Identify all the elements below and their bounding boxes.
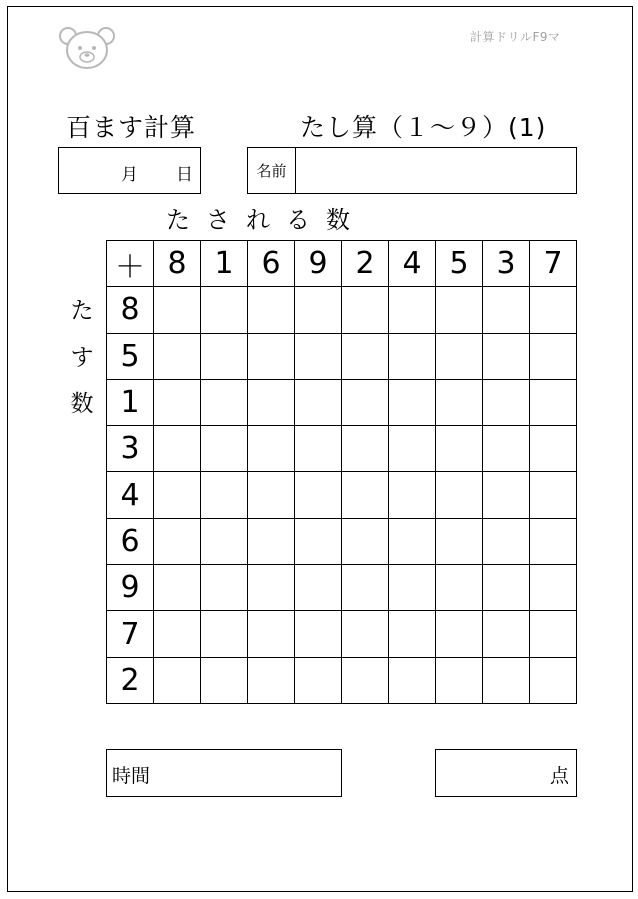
answer-cell[interactable] <box>389 565 436 611</box>
answer-cell[interactable] <box>530 472 577 518</box>
answer-cell[interactable] <box>530 519 577 565</box>
answer-cell[interactable] <box>201 334 248 380</box>
answer-cell[interactable] <box>295 380 342 426</box>
augend-number-cell: 8 <box>154 241 201 287</box>
augend-number-cell: 1 <box>201 241 248 287</box>
answer-cell[interactable] <box>530 565 577 611</box>
answer-cell[interactable] <box>389 472 436 518</box>
addend-number-cell: 6 <box>107 519 154 565</box>
answer-cell[interactable] <box>201 611 248 657</box>
answer-cell[interactable] <box>530 658 577 704</box>
answer-cell[interactable] <box>154 519 201 565</box>
answer-cell[interactable] <box>436 472 483 518</box>
answer-cell[interactable] <box>248 519 295 565</box>
answer-cell[interactable] <box>201 287 248 333</box>
answer-cell[interactable] <box>248 565 295 611</box>
addend-number-cell: 1 <box>107 380 154 426</box>
answer-cell[interactable] <box>154 565 201 611</box>
brand-label: 計算ドリルF9マ <box>470 30 561 44</box>
answer-cell[interactable] <box>342 334 389 380</box>
answer-cell[interactable] <box>436 611 483 657</box>
answer-cell[interactable] <box>436 658 483 704</box>
time-label: 時間 <box>112 765 151 787</box>
answer-cell[interactable] <box>483 287 530 333</box>
answer-cell[interactable] <box>295 658 342 704</box>
answer-cell[interactable] <box>154 380 201 426</box>
answer-cell[interactable] <box>483 426 530 472</box>
answer-cell[interactable] <box>342 287 389 333</box>
augend-number-cell: 7 <box>530 241 577 287</box>
answer-cell[interactable] <box>248 611 295 657</box>
augend-number-cell: 5 <box>436 241 483 287</box>
name-field[interactable] <box>247 147 577 194</box>
hundred-square-grid <box>106 240 577 704</box>
day-label: 日 <box>176 165 193 185</box>
answer-cell[interactable] <box>154 611 201 657</box>
answer-cell[interactable] <box>201 658 248 704</box>
answer-cell[interactable] <box>295 565 342 611</box>
addend-number-cell: 8 <box>107 287 154 333</box>
answer-cell[interactable] <box>483 334 530 380</box>
name-label: 名前 <box>248 148 296 193</box>
answer-cell[interactable] <box>342 426 389 472</box>
answer-cell[interactable] <box>201 565 248 611</box>
augend-number-cell: 3 <box>483 241 530 287</box>
score-field[interactable] <box>435 749 577 797</box>
score-label: 点 <box>549 765 569 787</box>
answer-cell[interactable] <box>342 519 389 565</box>
answer-cell[interactable] <box>436 380 483 426</box>
answer-cell[interactable] <box>201 519 248 565</box>
answer-cell[interactable] <box>389 334 436 380</box>
answer-cell[interactable] <box>342 380 389 426</box>
answer-cell[interactable] <box>295 287 342 333</box>
answer-cell[interactable] <box>295 611 342 657</box>
augend-number-cell: 6 <box>248 241 295 287</box>
augend-number-cell: 9 <box>295 241 342 287</box>
answer-cell[interactable] <box>295 426 342 472</box>
answer-cell[interactable] <box>389 287 436 333</box>
augend-number-cell: 2 <box>342 241 389 287</box>
answer-cell[interactable] <box>248 658 295 704</box>
answer-cell[interactable] <box>248 426 295 472</box>
answer-cell[interactable] <box>295 472 342 518</box>
answer-cell[interactable] <box>483 472 530 518</box>
answer-cell[interactable] <box>483 658 530 704</box>
date-field[interactable] <box>58 147 201 194</box>
answer-cell[interactable] <box>483 611 530 657</box>
operator-cell: ＋ <box>107 241 154 287</box>
month-label: 月 <box>121 165 138 185</box>
augend-number-cell: 4 <box>389 241 436 287</box>
answer-cell[interactable] <box>342 565 389 611</box>
addend-number-cell: 4 <box>107 472 154 518</box>
answer-cell[interactable] <box>154 658 201 704</box>
addend-number-cell: 2 <box>107 658 154 704</box>
answer-cell[interactable] <box>436 565 483 611</box>
bear-logo-icon <box>58 26 116 70</box>
answer-cell[interactable] <box>436 426 483 472</box>
answer-cell[interactable] <box>154 287 201 333</box>
answer-cell[interactable] <box>483 519 530 565</box>
answer-cell[interactable] <box>530 334 577 380</box>
addend-caption-char: す <box>70 345 94 371</box>
answer-cell[interactable] <box>483 380 530 426</box>
addend-caption-char: 数 <box>70 391 94 417</box>
augend-caption: たされる数 <box>166 206 366 234</box>
answer-cell[interactable] <box>248 472 295 518</box>
answer-cell[interactable] <box>201 380 248 426</box>
answer-cell[interactable] <box>248 287 295 333</box>
answer-cell[interactable] <box>389 519 436 565</box>
answer-cell[interactable] <box>342 658 389 704</box>
answer-cell[interactable] <box>154 472 201 518</box>
answer-cell[interactable] <box>530 611 577 657</box>
addend-caption-char: た <box>70 298 94 324</box>
answer-cell[interactable] <box>201 426 248 472</box>
answer-cell[interactable] <box>389 611 436 657</box>
answer-cell[interactable] <box>154 334 201 380</box>
answer-cell[interactable] <box>436 519 483 565</box>
answer-cell[interactable] <box>154 426 201 472</box>
answer-cell[interactable] <box>248 380 295 426</box>
answer-cell[interactable] <box>530 380 577 426</box>
answer-cell[interactable] <box>389 380 436 426</box>
answer-cell[interactable] <box>530 426 577 472</box>
addend-number-cell: 7 <box>107 611 154 657</box>
answer-cell[interactable] <box>389 658 436 704</box>
answer-cell[interactable] <box>342 472 389 518</box>
time-field[interactable] <box>106 749 342 797</box>
answer-cell[interactable] <box>436 287 483 333</box>
answer-cell[interactable] <box>530 287 577 333</box>
answer-cell[interactable] <box>436 334 483 380</box>
addend-number-cell: 5 <box>107 334 154 380</box>
answer-cell[interactable] <box>389 426 436 472</box>
answer-cell[interactable] <box>248 334 295 380</box>
addend-number-cell: 9 <box>107 565 154 611</box>
answer-cell[interactable] <box>295 519 342 565</box>
answer-cell[interactable] <box>295 334 342 380</box>
worksheet-subtitle: たし算（１～９）(1) <box>300 113 547 142</box>
addend-number-cell: 3 <box>107 426 154 472</box>
page-title: 百ます計算 <box>66 113 197 142</box>
answer-cell[interactable] <box>342 611 389 657</box>
answer-cell[interactable] <box>483 565 530 611</box>
answer-cell[interactable] <box>201 472 248 518</box>
